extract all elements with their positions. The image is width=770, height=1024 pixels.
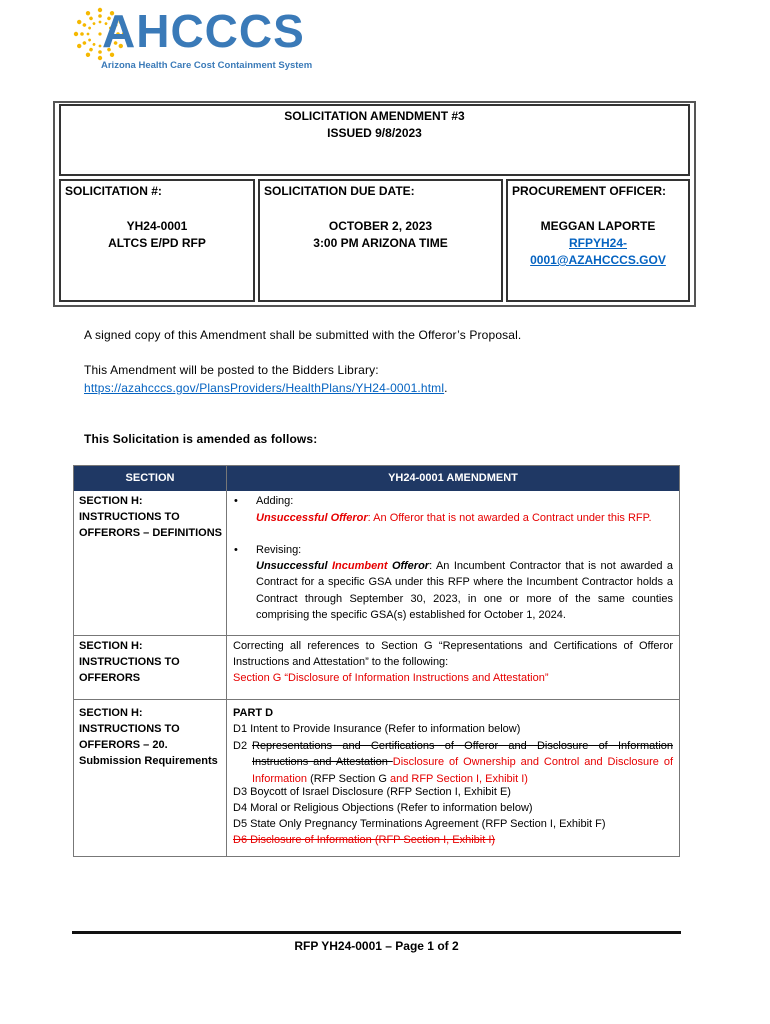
bullet-icon: • <box>234 544 238 556</box>
item-d5: D5 State Only Pregnancy Terminations Agreement (RFP Section I, Exhibit F) <box>233 818 606 830</box>
logo-wordmark: AHCCCS <box>102 5 305 57</box>
d2-struck-text: Representations and Certifications of Offeror and Disclosure of Information Instructions and Attestation <box>252 740 673 769</box>
item-d4: D4 Moral or Religious Objections (Refer to information below) <box>233 802 533 814</box>
item-d3: D3 Boycott of Israel Disclosure (RFP Section I, Exhibit E) <box>233 786 511 798</box>
item-d2: Representations and Certifications of Offeror and Disclosure of Information Instructions and Attestation Disclosure of Ownership and Control and Disclosure of Information (RFP Section G and RFP Section I, Exhibit I) <box>252 740 673 785</box>
officer-label: PROCUREMENT OFFICER: <box>512 184 666 198</box>
amended-heading: This Solicitation is amended as follows: <box>84 432 318 446</box>
row2-section: SECTION H: INSTRUCTIONS TO OFFERORS <box>79 640 180 684</box>
item-d2-label: D2 <box>233 740 248 752</box>
due-date-label: SOLICITATION DUE DATE: <box>264 184 415 198</box>
bullet-icon: • <box>234 495 238 507</box>
url-period: . <box>444 381 448 395</box>
revising-definition: Unsuccessful Incumbent Offeror: An Incumbent Contractor that is not awarded a Contract for a specific GSA under this RFP where the Incumbent Contractor holds a Contract through September 30, 2023, in one or more of the same counties comprising the specific GSA(s) established for October 1, 2024. <box>256 560 673 621</box>
part-d-heading: PART D <box>233 707 274 719</box>
solicitation-number: YH24-0001 <box>126 219 188 233</box>
solicitation-name: ALTCS E/PD RFP <box>108 236 206 250</box>
row3-section: SECTION H: INSTRUCTIONS TO OFFERORS – 20. Submission Requirements <box>79 707 218 767</box>
footer-rule <box>72 931 681 934</box>
due-time: 3:00 PM ARIZONA TIME <box>313 236 448 250</box>
bidders-library-link[interactable]: https://azahcccs.gov/PlansProviders/HealthPlans/YH24-0001.html <box>84 381 445 395</box>
revising-label: Revising: <box>256 544 302 556</box>
issued-date: ISSUED 9/8/2023 <box>327 126 422 140</box>
page-footer: RFP YH24-0001 – Page 1 of 2 <box>294 939 459 953</box>
col-header-section: SECTION <box>74 466 226 491</box>
col-header-amendment: YH24-0001 AMENDMENT <box>227 466 679 491</box>
row2-new-section-title: Section G “Disclosure of Information Instructions and Attestation” <box>233 672 549 684</box>
officer-name: MEGGAN LAPORTE <box>540 219 656 233</box>
officer-email-link[interactable]: RFPYH24- <box>568 236 627 250</box>
item-d6-removed: D6 Disclosure of Information (RFP Section I, Exhibit I) <box>233 834 496 846</box>
posting-note: This Amendment will be posted to the Bidders Library: <box>84 363 379 377</box>
row-divider <box>74 699 679 700</box>
item-d1: D1 Intent to Provide Insurance (Refer to information below) <box>233 723 521 735</box>
adding-label: Adding: <box>256 495 294 507</box>
due-date: OCTOBER 2, 2023 <box>328 219 433 233</box>
adding-definition: Unsuccessful Offeror: An Offeror that is not awarded a Contract under this RFP. <box>256 512 652 524</box>
officer-email-link-cont[interactable]: 0001@AZAHCCCS.GOV <box>530 253 666 267</box>
amendment-title: SOLICITATION AMENDMENT #3 <box>284 109 465 123</box>
row-divider <box>74 635 679 636</box>
logo-tagline: Arizona Health Care Cost Containment System <box>101 60 313 71</box>
row1-section: SECTION H: INSTRUCTIONS TO OFFERORS – DEFINITIONS <box>79 495 223 539</box>
column-divider <box>226 466 227 856</box>
row2-amendment-text: Correcting all references to Section G “Representations and Certifications of Offeror Instructions and Attestation” to the following: <box>233 640 673 669</box>
signed-copy-note: A signed copy of this Amendment shall be submitted with the Offeror’s Proposal. <box>84 328 522 342</box>
solicitation-label: SOLICITATION #: <box>65 184 162 198</box>
d2-new-text: Disclosure of Ownership and Control and Disclosure of Information <box>252 756 673 785</box>
adding-term: Unsuccessful Offeror <box>256 512 368 524</box>
